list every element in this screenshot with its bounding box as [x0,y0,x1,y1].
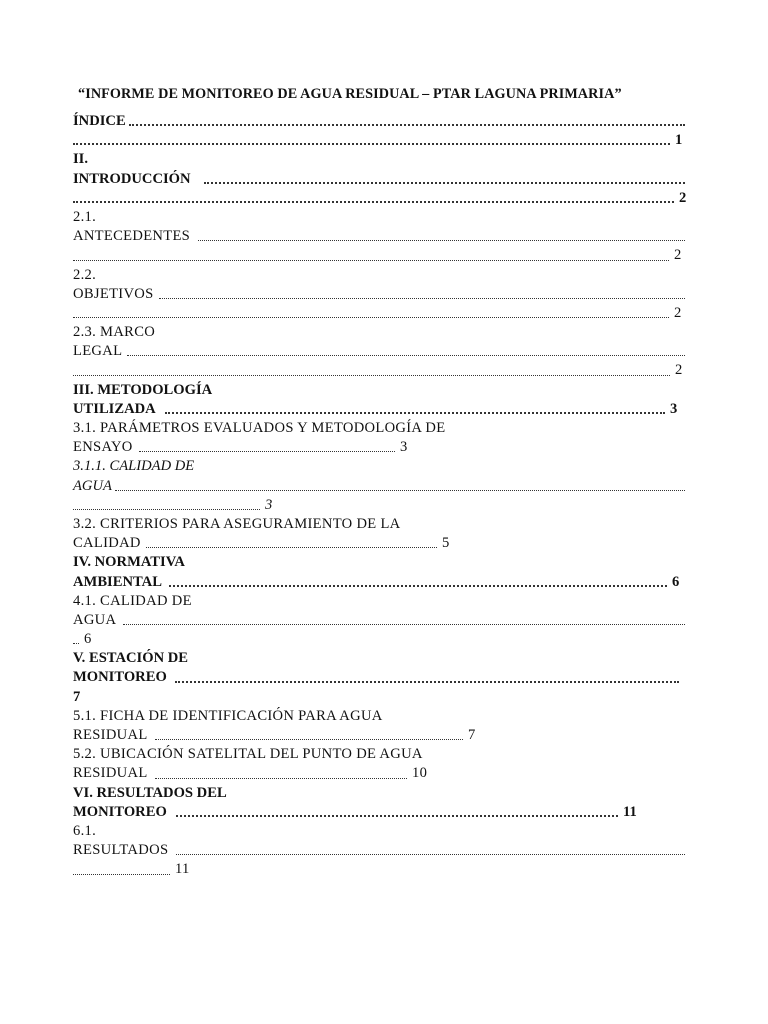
toc-entry [73,266,685,285]
toc-entry-text: ENSAYO [73,439,133,456]
toc-entry-text: ANTECEDENTES [73,228,191,245]
toc-entry [73,131,685,150]
toc-entry-text: VI. RESULTADOS DEL [73,784,227,801]
dot-leader [169,583,667,587]
toc-page-number: 3 [265,496,273,513]
toc-entry [73,803,685,822]
toc-entry-text: ÍNDICE [73,113,126,129]
dot-leader [175,679,679,683]
toc-entry-text: AGUA [73,477,112,494]
toc-entry-text: AMBIENTAL [73,573,162,590]
toc-entry [73,381,685,400]
toc-entry [73,630,685,649]
dot-leader [159,296,685,299]
toc-page-number: 11 [175,861,190,878]
toc-entry [73,707,685,726]
toc-entry [73,361,685,380]
toc-entry-text: OBJETIVOS [73,285,154,302]
toc-entry [73,150,685,169]
dot-leader [73,872,170,875]
toc-page-number: 3 [400,439,408,456]
dot-leader [73,507,260,510]
toc-page-number: 3 [670,400,678,417]
toc-entry-text: 3.1.1. CALIDAD DE [73,458,195,475]
toc-entry [73,534,685,553]
dot-leader [165,410,665,414]
toc-entry-text: IV. NORMATIVA [73,554,185,571]
toc-entry-text: 6.1. [73,822,97,839]
toc-entry [73,419,685,438]
toc-entry-text: LEGAL [73,343,123,360]
toc-page-number: 5 [442,535,450,552]
dot-leader [155,737,463,740]
toc-entry [73,649,685,668]
toc-entry-text: CALIDAD [73,535,141,552]
toc-entry-text: UTILIZADA [73,400,156,417]
toc-entry [73,553,685,572]
toc-entry-text: 2.3. MARCO [73,324,156,341]
toc-entry [73,342,685,361]
dot-leader [73,641,79,644]
dot-leader [198,238,685,241]
toc-page-number: 2 [675,362,683,379]
toc-page-number: 6 [672,573,680,590]
toc-page-number: 11 [623,803,637,820]
toc-entry-text: 5.2. UBICACIÓN SATELITAL DEL PUNTO DE AGUA [73,746,423,763]
dot-leader [73,258,669,261]
toc-entry-text: RESIDUAL [73,765,148,782]
toc-entry [73,592,685,611]
toc-entry-text: 2.2. [73,266,97,283]
toc-entry-text: III. METODOLOGÍA [73,381,213,398]
toc-entry [73,189,685,208]
dot-leader [127,353,685,356]
dot-leader [176,852,685,855]
toc-entry [73,304,685,323]
toc-entry-text: 2.1. [73,208,97,225]
toc-entry [73,611,685,630]
toc-page-number: 2 [679,189,687,206]
dot-leader [139,449,395,452]
toc-entry-text: 4.1. CALIDAD DE [73,592,192,609]
toc-entry [73,400,685,419]
toc-entry [73,573,685,592]
dot-leader [73,373,670,376]
toc-entry-text: 3.1. PARÁMETROS EVALUADOS Y METODOLOGÍA DE [73,420,446,436]
toc-entry-text: II. [73,151,89,168]
toc-page-number: 1 [675,132,683,149]
dot-leader [73,315,669,318]
toc-entry [73,477,685,496]
document-title: “INFORME DE MONITOREO DE AGUA RESIDUAL – PTAR LAGUNA PRIMARIA” [78,86,622,102]
toc-entry-text: MONITOREO [73,803,167,820]
toc-entry [73,668,685,687]
toc-entry [73,457,685,476]
toc-entry-text: RESIDUAL [73,727,148,743]
toc-entry [73,496,685,515]
toc-entry [73,170,685,189]
toc-entry-text: MONITOREO [73,669,167,686]
toc-page-number: 6 [84,631,92,648]
toc-page-number: 10 [412,765,428,782]
toc-entry-text: INTRODUCCIÓN [73,170,191,187]
dot-leader [123,622,685,625]
dot-leader [155,776,407,779]
toc-entry [73,726,685,745]
toc-entry [73,323,685,342]
toc-entry [73,438,685,457]
toc-entry [73,227,685,246]
toc-entry-text: 5.1. FICHA DE IDENTIFICACIÓN PARA AGUA [73,707,383,724]
toc-entry [73,841,685,860]
dot-leader [204,180,685,184]
dot-leader [73,199,674,203]
toc-entry [73,745,685,764]
toc-entry-text: 3.2. CRITERIOS PARA ASEGURAMIENTO DE LA [73,515,401,532]
toc-page-number: 7 [468,727,476,743]
toc-entry [73,285,685,304]
toc-page-number: 2 [674,304,682,321]
toc-entry [73,688,685,707]
toc-page-number: 2 [674,247,682,264]
toc-entry [73,208,685,227]
toc-entry [73,112,685,131]
toc-entry [73,246,685,265]
toc-entry [73,784,685,803]
dot-leader [129,122,685,126]
table-of-contents [73,112,685,880]
toc-entry [73,515,685,534]
toc-entry [73,764,685,783]
toc-entry-text: 7 [73,688,81,705]
dot-leader [146,545,437,548]
toc-entry-text: RESULTADOS [73,842,169,859]
toc-entry [73,860,685,879]
dot-leader [115,488,685,491]
dot-leader [73,141,670,145]
dot-leader [176,813,618,817]
toc-entry-text: V. ESTACIÓN DE [73,650,189,667]
toc-entry-text: AGUA [73,611,117,628]
toc-entry [73,822,685,841]
